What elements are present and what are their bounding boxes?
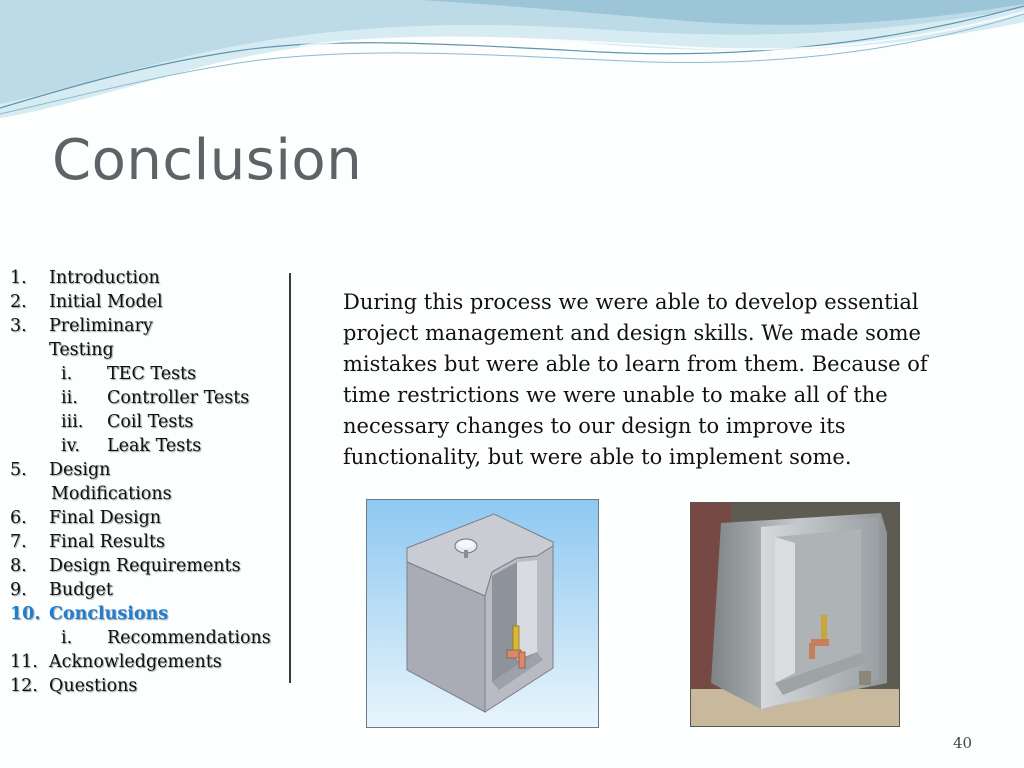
page-number: 40: [953, 734, 973, 752]
toc-item-label: Recommendations: [107, 628, 271, 648]
toc-item-number: 9.: [10, 580, 27, 600]
toc-item-label: Questions: [49, 676, 138, 696]
toc-item-number: 1.: [10, 268, 27, 288]
toc-item-label: Final Design: [49, 508, 162, 528]
toc-item-number: 8.: [10, 556, 27, 576]
toc-item-number: 2.: [10, 292, 27, 312]
toc-item-label: TEC Tests: [107, 364, 197, 384]
toc-item-label: Acknowledgements: [49, 652, 222, 672]
toc-item-number: 5.: [10, 460, 27, 480]
toc-item-number: 3.: [10, 316, 27, 336]
toc-item-number: i.: [61, 628, 73, 648]
prototype-photo: [690, 502, 900, 727]
toc-item-number: 7.: [10, 532, 27, 552]
toc-item-label: Initial Model: [49, 292, 163, 312]
slide-title: Conclusion: [52, 128, 363, 193]
cad-model-image: [366, 499, 599, 728]
toc-item-label: Final Results: [49, 532, 165, 552]
toc-item-number: 6.: [10, 508, 27, 528]
toc-item-number: i.: [61, 364, 73, 384]
toc-item-number: 10.: [10, 604, 41, 624]
toc-item-label: Coil Tests: [107, 412, 194, 432]
toc-item-label: Budget: [49, 580, 113, 600]
toc-item-label: Modifications: [51, 484, 172, 504]
toc-item-label: Conclusions: [49, 604, 169, 624]
toc-item-number: iv.: [61, 436, 80, 456]
toc-item-label: Design Requirements: [49, 556, 241, 576]
toc-item-label: Preliminary: [49, 316, 153, 336]
toc-item-number: 11.: [10, 652, 38, 672]
toc-item-label: Controller Tests: [107, 388, 250, 408]
toc-item-label: Introduction: [49, 268, 160, 288]
conclusion-paragraph: During this process we were able to develop essential project management and design skills. We made some mistakes but were able to learn from them. Because of time restrictions we were unable to make all of the necessary changes to our design to improve its functionality, but were able to implement some.: [343, 290, 928, 469]
toc-item-label: Testing: [49, 340, 114, 360]
header-wave-decoration: [0, 0, 1024, 120]
toc-item-label: Leak Tests: [107, 436, 202, 456]
toc-item-number: 12.: [10, 676, 38, 696]
toc-item-label: Design: [49, 460, 111, 480]
vertical-divider: [289, 273, 291, 683]
toc-item-number: ii.: [61, 388, 78, 408]
toc-item-number: iii.: [61, 412, 84, 432]
